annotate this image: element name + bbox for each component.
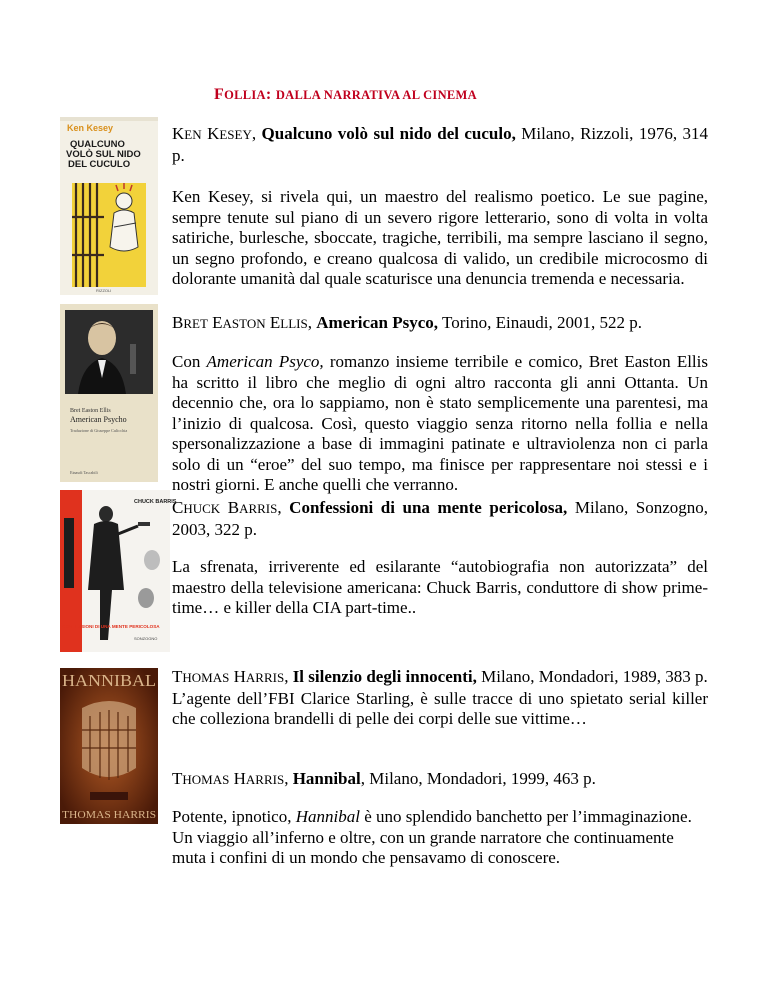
cover-author-text: Ken Kesey xyxy=(67,123,114,133)
book-description: L’agente dell’FBI Clarice Starling, è sulle tracce di uno spietato serial killer che colleziona brandelli di pelle dei corpi delle sue vittime… xyxy=(172,688,708,728)
entry-heading: THOMAS HARRIS, Hannibal, Milano, Mondadori, 1999, 463 p. xyxy=(172,769,596,788)
book-title: Hannibal xyxy=(292,769,361,788)
author-name: KEN KESEY xyxy=(172,124,252,143)
entry-heading: BRET EASTON ELLIS, American Psyco, Torino, Einaudi, 2001, 522 p. xyxy=(172,313,642,332)
book-description: La sfrenata, irriverente ed esilarante “autobiografia non autorizzata” del maestro della televisione americana: Chuck Barris, conduttore di show prime-time… e killer della CIA part-time.. xyxy=(172,557,708,617)
author-name: THOMAS HARRIS xyxy=(172,667,285,686)
book-cover-confessioni xyxy=(60,490,177,652)
publication-info: Torino, Einaudi, 2001, 522 p. xyxy=(438,313,642,332)
svg-text:RIZZOLI: RIZZOLI xyxy=(96,288,112,293)
book-title: Confessioni di una mente pericolosa, xyxy=(289,498,568,517)
cover-title-text: CONFESSIONI DI UNA MENTE PERICOLOSA xyxy=(62,624,160,629)
book-title: Il silenzio degli innocenti, xyxy=(292,667,477,686)
svg-text:QUALCUNO: QUALCUNO xyxy=(70,139,125,150)
cover-art xyxy=(60,304,158,482)
svg-text:Einaudi Tascabili: Einaudi Tascabili xyxy=(70,470,98,475)
book-cover-qualcuno xyxy=(60,117,158,295)
entry-heading: CHUCK BARRIS, Confessioni di una mente pericolosa, Milano, Sonzogno, 2003, 322 p. xyxy=(172,498,708,539)
svg-text:SONZOGNO: SONZOGNO xyxy=(134,636,158,641)
book-description: Con American Psyco, romanzo insieme terribile e comico, Bret Easton Ellis ha scritto il libro che meglio di ogni altro racconta gli anni Ottanta. Un decennio che, ora lo sappiamo, non è stato semplicemente una parentesi, ma l’inizio di qualcosa. Così, questo viaggio senza ritorno nella follia e nella spersonalizzazione a base di immagini patinate e ultraviolenza non ci parla solo di un “eroe” del suo tempo, ma finisce per rappresentare noi stessi e i nostri giorni. E anche quelli che verranno. xyxy=(172,352,708,494)
page-title: FOLLIA: DALLA NARRATIVA AL CINEMA xyxy=(214,86,477,103)
publication-info: Milano, Rizzoli, 1976, 314 p. xyxy=(172,124,709,165)
book-title: Qualcuno volò sul nido del cuculo, xyxy=(261,124,516,143)
book-cover-hannibal xyxy=(60,668,158,824)
entry-heading: THOMAS HARRIS, Il silenzio degli innocenti, Milano, Mondadori, 1989, 383 p. L’agente dell’FBI Clarice Starling, è sulle tracce di uno spietato serial killer che colleziona brandelli di pelle dei corpi delle sue vittime… xyxy=(172,667,708,728)
cover-art xyxy=(60,668,158,824)
cover-art xyxy=(60,490,177,652)
book-title: American Psyco, xyxy=(316,313,439,332)
cover-author-text: CHUCK BARRIS xyxy=(134,499,177,505)
svg-text:VOLÒ SUL NIDO: VOLÒ SUL NIDO xyxy=(66,149,141,160)
author-name: THOMAS HARRIS xyxy=(172,769,285,788)
book-description: Ken Kesey, si rivela qui, un maestro del realismo poetico. Le sue pagine, sempre tenute sul piano di un severo rigore letterario, sono di volta in volta satiriche, burlesche, sboccate, tragiche, terribili, ma sempre lasciano il segno, un segno profondo, e creano qualcosa di valido, un credibile microcosmo di dolorante umanità dal quale scaturisce una denuncia tremenda e necessaria. xyxy=(172,187,708,288)
book-description: Potente, ipnotico, Hannibal è uno splendido banchetto per l’immaginazione. Un viaggio all’inferno e oltre, con un grande narratore che continuamente muta i confini di un mondo che pensavamo di conoscere. xyxy=(172,807,692,867)
cover-author-text: Bret Easton Ellis xyxy=(70,408,111,414)
cover-author-text: THOMAS HARRIS xyxy=(62,810,157,821)
publication-info: , Milano, Mondadori, 1999, 463 p. xyxy=(360,769,596,788)
cover-art xyxy=(60,117,158,295)
book-cover-american-psycho xyxy=(60,304,158,482)
author-name: BRET EASTON ELLIS xyxy=(172,313,308,332)
publication-info: Milano, Mondadori, 1989, 383 p. xyxy=(476,667,708,686)
publication-info: Milano, Sonzogno, 2003, 322 p. xyxy=(172,498,708,539)
svg-text:Traduzione di Giuseppe Culicch: Traduzione di Giuseppe Culicchia xyxy=(70,428,128,433)
svg-text:DEL CUCULO: DEL CUCULO xyxy=(68,159,131,170)
cover-title-text: HANNIBAL xyxy=(62,671,156,690)
cover-title-text: American Psycho xyxy=(70,415,127,424)
author-name: CHUCK BARRIS xyxy=(172,498,278,517)
entry-heading: KEN KESEY, Qualcuno volò sul nido del cuculo, Milano, Rizzoli, 1976, 314 p. xyxy=(172,124,709,165)
